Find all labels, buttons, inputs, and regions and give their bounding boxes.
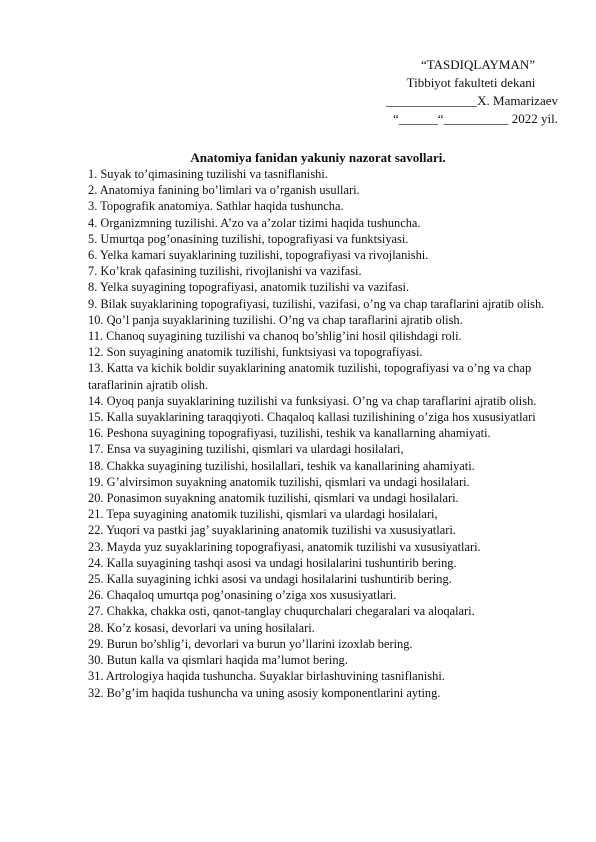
question-item: 6. Yelka kamari suyaklarining tuzilishi, topografiyasi va rivojlanishi.	[88, 248, 429, 263]
question-item: 4. Organizmning tuzilishi. A’zo va a’zolar tizimi haqida tushuncha.	[88, 215, 421, 230]
approval-position: Tibbiyot fakulteti dekani	[406, 75, 536, 90]
question-item: 18. Chakka suyagining tuzilishi, hosilallari, teshik va kanallarining ahamiyati.	[88, 458, 475, 473]
approval-signature-line: ______________X. Mamarizaev	[386, 93, 558, 108]
question-item: 17. Ensa va suyagining tuzilishi, qismlari va ulardagi hosilalari,	[88, 442, 404, 457]
approval-title: “TASDIQLAYMAN”	[420, 57, 536, 72]
question-item: 16. Peshona suyagining topografiyasi, tuzilishi, teshik va kanallarning ahamiyati.	[88, 426, 491, 441]
question-item: 11. Chanoq suyagining tuzilishi va chanoq bo’shlig’ini hosil qilishdagi roli.	[88, 329, 462, 344]
question-item: 5. Umurtqa pog’onasining tuzilishi, topografiyasi va funktsiyasi.	[88, 231, 409, 246]
question-item: 30. Butun kalla va qismlari haqida ma’lumot bering.	[88, 653, 348, 668]
question-item: 21. Tepa suyagining anatomik tuzilishi, qismlari va ulardagi hosilalari,	[88, 507, 438, 522]
question-item: 13. Katta va kichik boldir suyaklarining anatomik tuzilishi, topografiyasi va o’ng va chap taraflarinin ajratib olish.	[88, 361, 532, 392]
question-item: 3. Topografik anatomiya. Sathlar haqida tushuncha.	[88, 199, 344, 214]
question-item: 8. Yelka suyagining topografiyasi, anatomik tuzilishi va vazifasi.	[88, 280, 410, 295]
question-item: 14. Oyoq panja suyaklarining tuzilishi va funksiyasi. O’ng va chap taraflarini ajratib olish.	[88, 393, 537, 408]
question-item: 19. G’alvirsimon suyakning anatomik tuzilishi, qismlari va undagi hosilalari.	[88, 474, 470, 489]
approval-date-line: “______“__________ 2022 yil.	[392, 111, 558, 126]
question-item: 20. Ponasimon suyakning anatomik tuzilishi, qismlari va undagi hosilalari.	[88, 491, 459, 506]
question-item: 9. Bilak suyaklarining topografiyasi, tuzilishi, vazifasi, o’ng va chap taraflarini ajratib olish.	[88, 296, 545, 311]
question-item: 24. Kalla suyagining tashqi asosi va undagi hosilalarini tushuntirib bering.	[88, 555, 457, 570]
question-item: 22. Yuqori va pastki jag’ suyaklarining anatomik tuzilishi va xususiyatlari.	[88, 523, 456, 538]
question-item: 32. Bo’g’im haqida tushuncha va uning asosiy komponentlarini ayting.	[88, 685, 441, 700]
question-item: 28. Ko’z kosasi, devorlari va uning hosilalari.	[88, 620, 315, 635]
question-item: 23. Mayda yuz suyaklarining topografiyasi, anatomik tuzilishi va xususiyatlari.	[88, 539, 481, 554]
question-item: 26. Chaqaloq umurtqa pog’onasining o’ziga xos xususiyatlari.	[88, 588, 397, 603]
document-heading-text: Anatomiya fanidan yakuniy nazorat savollari.	[190, 150, 446, 165]
question-item: 25. Kalla suyagining ichki asosi va undagi hosilalarini tushuntirib bering.	[88, 572, 452, 587]
question-item: 31. Artrologiya haqida tushuncha. Suyaklar birlashuvining tasniflanishi.	[88, 669, 445, 684]
question-item: 10. Qo’l panja suyaklarining tuzilishi. O’ng va chap taraflarini ajratib olish.	[88, 312, 463, 327]
question-item: 7. Ko’krak qafasining tuzilishi, rivojlanishi va vazifasi.	[88, 264, 362, 279]
document-heading	[0, 150, 596, 166]
question-item: 2. Anatomiya fanining bo’limlari va o’rganish usullari.	[88, 183, 360, 198]
question-item: 29. Burun bo’shlig’i, devorlari va burun yo’llarini izoxlab bering.	[88, 636, 413, 651]
approval-block	[358, 56, 558, 128]
question-item: 15. Kalla suyaklarining taraqqiyoti. Chaqaloq kallasi tuzilishining o’ziga hos xususiyatlari	[88, 410, 536, 425]
question-item: 12. Son suyagining anatomik tuzilishi, funktsiyasi va topografiyasi.	[88, 345, 423, 360]
question-item: 1. Suyak to’qimasining tuzilishi va tasniflanishi.	[88, 167, 328, 181]
question-list	[88, 166, 558, 701]
question-item: 27. Chakka, chakka osti, qanot-tanglay chuqurchalari chegaralari va aloqalari.	[88, 604, 475, 619]
